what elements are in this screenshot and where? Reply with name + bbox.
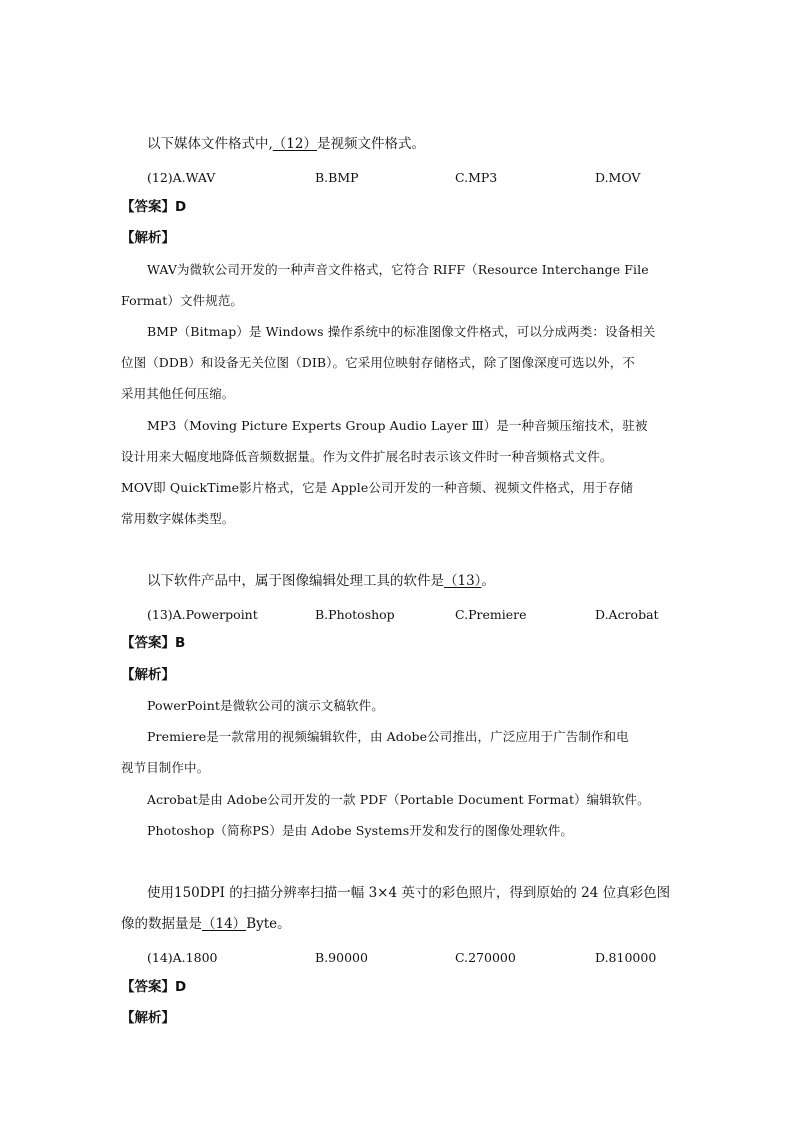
answer-blank: （14）: [202, 916, 247, 932]
analysis-text: MOV即 QuickTime影片格式，它是 Apple公司开发的一种音频、视频文件格式，用于存储: [121, 480, 633, 495]
analysis-text: MP3（Moving Picture Experts Group Audio Layer Ⅲ）是一种音频压缩技术，驻被: [147, 418, 648, 433]
question-12-stem: [147, 136, 425, 152]
option-c: C.Premiere: [455, 607, 527, 622]
option-c: C.270000: [455, 950, 516, 965]
answer-value: D: [175, 199, 187, 215]
analysis-text: 采用其他任何压缩。: [121, 386, 235, 401]
question-14-stem-line2: [121, 916, 291, 932]
analysis-text: Format）文件规范。: [121, 293, 244, 308]
option-a: (13)A.Powerpoint: [147, 607, 258, 622]
option-d: D.MOV: [595, 170, 641, 185]
question-stem-text: 。: [481, 573, 495, 589]
answer-line: [121, 635, 185, 651]
question-stem-text: 像的数据量是: [121, 916, 202, 932]
question-stem-text: Byte。: [246, 916, 291, 932]
analysis-text: Acrobat是由 Adobe公司开发的一款 PDF（Portable Document Format）编辑软件。: [147, 792, 650, 807]
answer-value: B: [175, 635, 186, 651]
analysis-text: 设计用来大幅度地降低音频数据量。作为文件扩展名时表示该文件时一种音频格式文件。: [121, 449, 613, 464]
answer-value: D: [175, 979, 187, 995]
analysis-text: WAV为微软公司开发的一种声音文件格式，它符合 RIFF（Resource Interchange File: [147, 262, 649, 277]
analysis-text: 常用数字媒体类型。: [121, 511, 235, 526]
question-stem-text: 以下媒体文件格式中,: [147, 136, 273, 152]
answer-line: [121, 979, 186, 995]
analysis-label: 【解析】: [121, 667, 175, 683]
analysis-text: 位图（DDB）和设备无关位图（DIB）。它采用位映射存储格式，除了图像深度可选以外，不: [121, 355, 635, 370]
question-stem-text: 以下软件产品中，属于图像编辑处理工具的软件是: [147, 573, 444, 589]
analysis-text: Premiere是一款常用的视频编辑软件，由 Adobe公司推出，广泛应用于广告制作和电: [147, 729, 629, 744]
option-c: C.MP3: [455, 170, 498, 185]
question-stem-text: 是视频文件格式。: [316, 136, 425, 152]
analysis-text: BMP（Bitmap）是 Windows 操作系统中的标准图像文件格式，可以分成两类：设备相关: [147, 324, 656, 339]
option-b: B.BMP: [315, 170, 359, 185]
answer-line: [121, 199, 186, 215]
analysis-label: 【解析】: [121, 230, 175, 246]
analysis-text: 视节目制作中。: [121, 760, 210, 775]
answer-label: 【答案】: [121, 979, 175, 995]
option-d: D.810000: [595, 950, 657, 965]
answer-blank: （12）: [272, 136, 317, 152]
option-b: B.90000: [315, 950, 368, 965]
answer-label: 【答案】: [121, 635, 175, 651]
analysis-text: Photoshop（简称PS）是由 Adobe Systems开发和发行的图像处理软件。: [147, 823, 574, 838]
answer-label: 【答案】: [121, 199, 175, 215]
option-a: (14)A.1800: [147, 950, 218, 965]
analysis-text: PowerPoint是微软公司的演示文稿软件。: [147, 698, 384, 713]
option-b: B.Photoshop: [315, 607, 395, 622]
question-13-stem: [147, 573, 495, 589]
answer-blank: （13）: [444, 573, 482, 589]
option-d: D.Acrobat: [595, 607, 659, 622]
analysis-label: 【解析】: [121, 1010, 175, 1026]
option-a: (12)A.WAV: [147, 170, 216, 185]
question-14-stem: 使用150DPI 的扫描分辨率扫描一幅 3×4 英寸的彩色照片，得到原始的 24 位真彩色图: [147, 885, 671, 901]
